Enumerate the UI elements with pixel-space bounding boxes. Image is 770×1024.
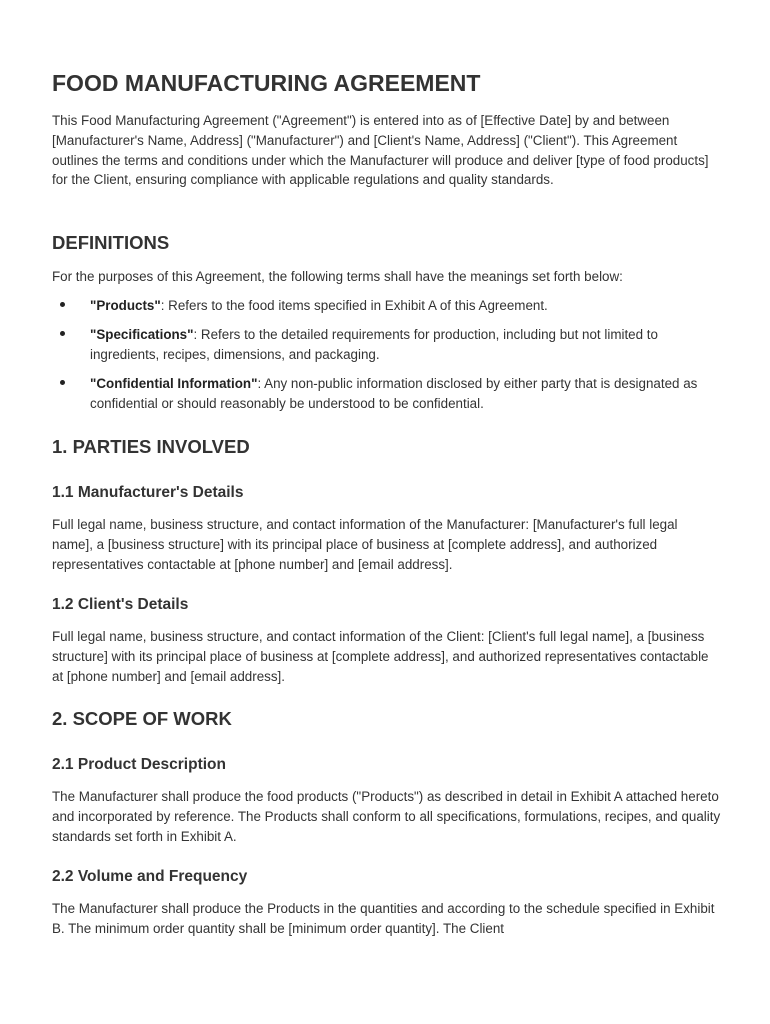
section-1-1-text: Full legal name, business structure, and contact information of the Manufacturer: [Manufacturer's full legal name], a [business structure] with its principal place of business at [complete address], and authorized representatives contactable at [phone number] and [email address]. — [52, 517, 678, 572]
list-item — [52, 296, 724, 316]
section-1-heading: 1. PARTIES INVOLVED — [52, 436, 250, 457]
section-2-heading: 2. SCOPE OF WORK — [52, 708, 232, 729]
definition-text: : Any non-public information disclosed by either party that is designated as confidential or should reasonably be understood to be confidential. — [90, 376, 698, 412]
definitions-heading: DEFINITIONS — [52, 232, 170, 253]
section-2-2-text: The Manufacturer shall produce the Products in the quantities and according to the schedule specified in Exhibit B. The minimum order quantity shall be [minimum order quantity]. The Client — [52, 901, 715, 936]
intro-paragraph: This Food Manufacturing Agreement ("Agreement") is entered into as of [Effective Date] by and between [Manufacturer's Name, Address] ("Manufacturer") and [Client's Name, Address] ("Client"). This Agreement outlines the terms and conditions under which the Manufacturer will produce and deliver [type of food products] for the Client, ensuring compliance with applicable regulations and quality standards. — [52, 113, 709, 188]
definition-text: : Refers to the detailed requirements for production, including but not limited to ingredients, recipes, dimensions, and packaging. — [90, 327, 658, 363]
section-1-2-heading: 1.2 Client's Details — [52, 596, 189, 613]
definition-term: "Confidential Information" — [90, 376, 258, 392]
definitions-list — [52, 296, 724, 423]
document-title: FOOD MANUFACTURING AGREEMENT — [52, 70, 481, 96]
bullet-icon — [60, 331, 65, 336]
section-2-1-text: The Manufacturer shall produce the food products ("Products") as described in detail in Exhibit A attached hereto and incorporated by reference. The Products shall conform to all specifications, formulations, recipes, and quality standards set forth in Exhibit A. — [52, 789, 721, 844]
definition-term: "Specifications" — [90, 327, 194, 343]
bullet-icon — [60, 302, 65, 307]
bullet-icon — [60, 380, 65, 385]
section-2-2-heading: 2.2 Volume and Frequency — [52, 868, 248, 885]
section-1-1-heading: 1.1 Manufacturer's Details — [52, 484, 244, 501]
section-1-2-text: Full legal name, business structure, and contact information of the Client: [Client's full legal name], a [business structure] with its principal place of business at [complete address], and authorized representatives contactable at [phone number] and [email address]. — [52, 629, 709, 684]
section-2-1-heading: 2.1 Product Description — [52, 756, 226, 773]
list-item — [52, 325, 724, 365]
list-item — [52, 374, 724, 414]
definition-text: : Refers to the food items specified in Exhibit A of this Agreement. — [160, 298, 548, 313]
definition-term: "Products" — [90, 298, 161, 313]
definitions-lead: For the purposes of this Agreement, the following terms shall have the meanings set forth below: — [52, 269, 623, 284]
